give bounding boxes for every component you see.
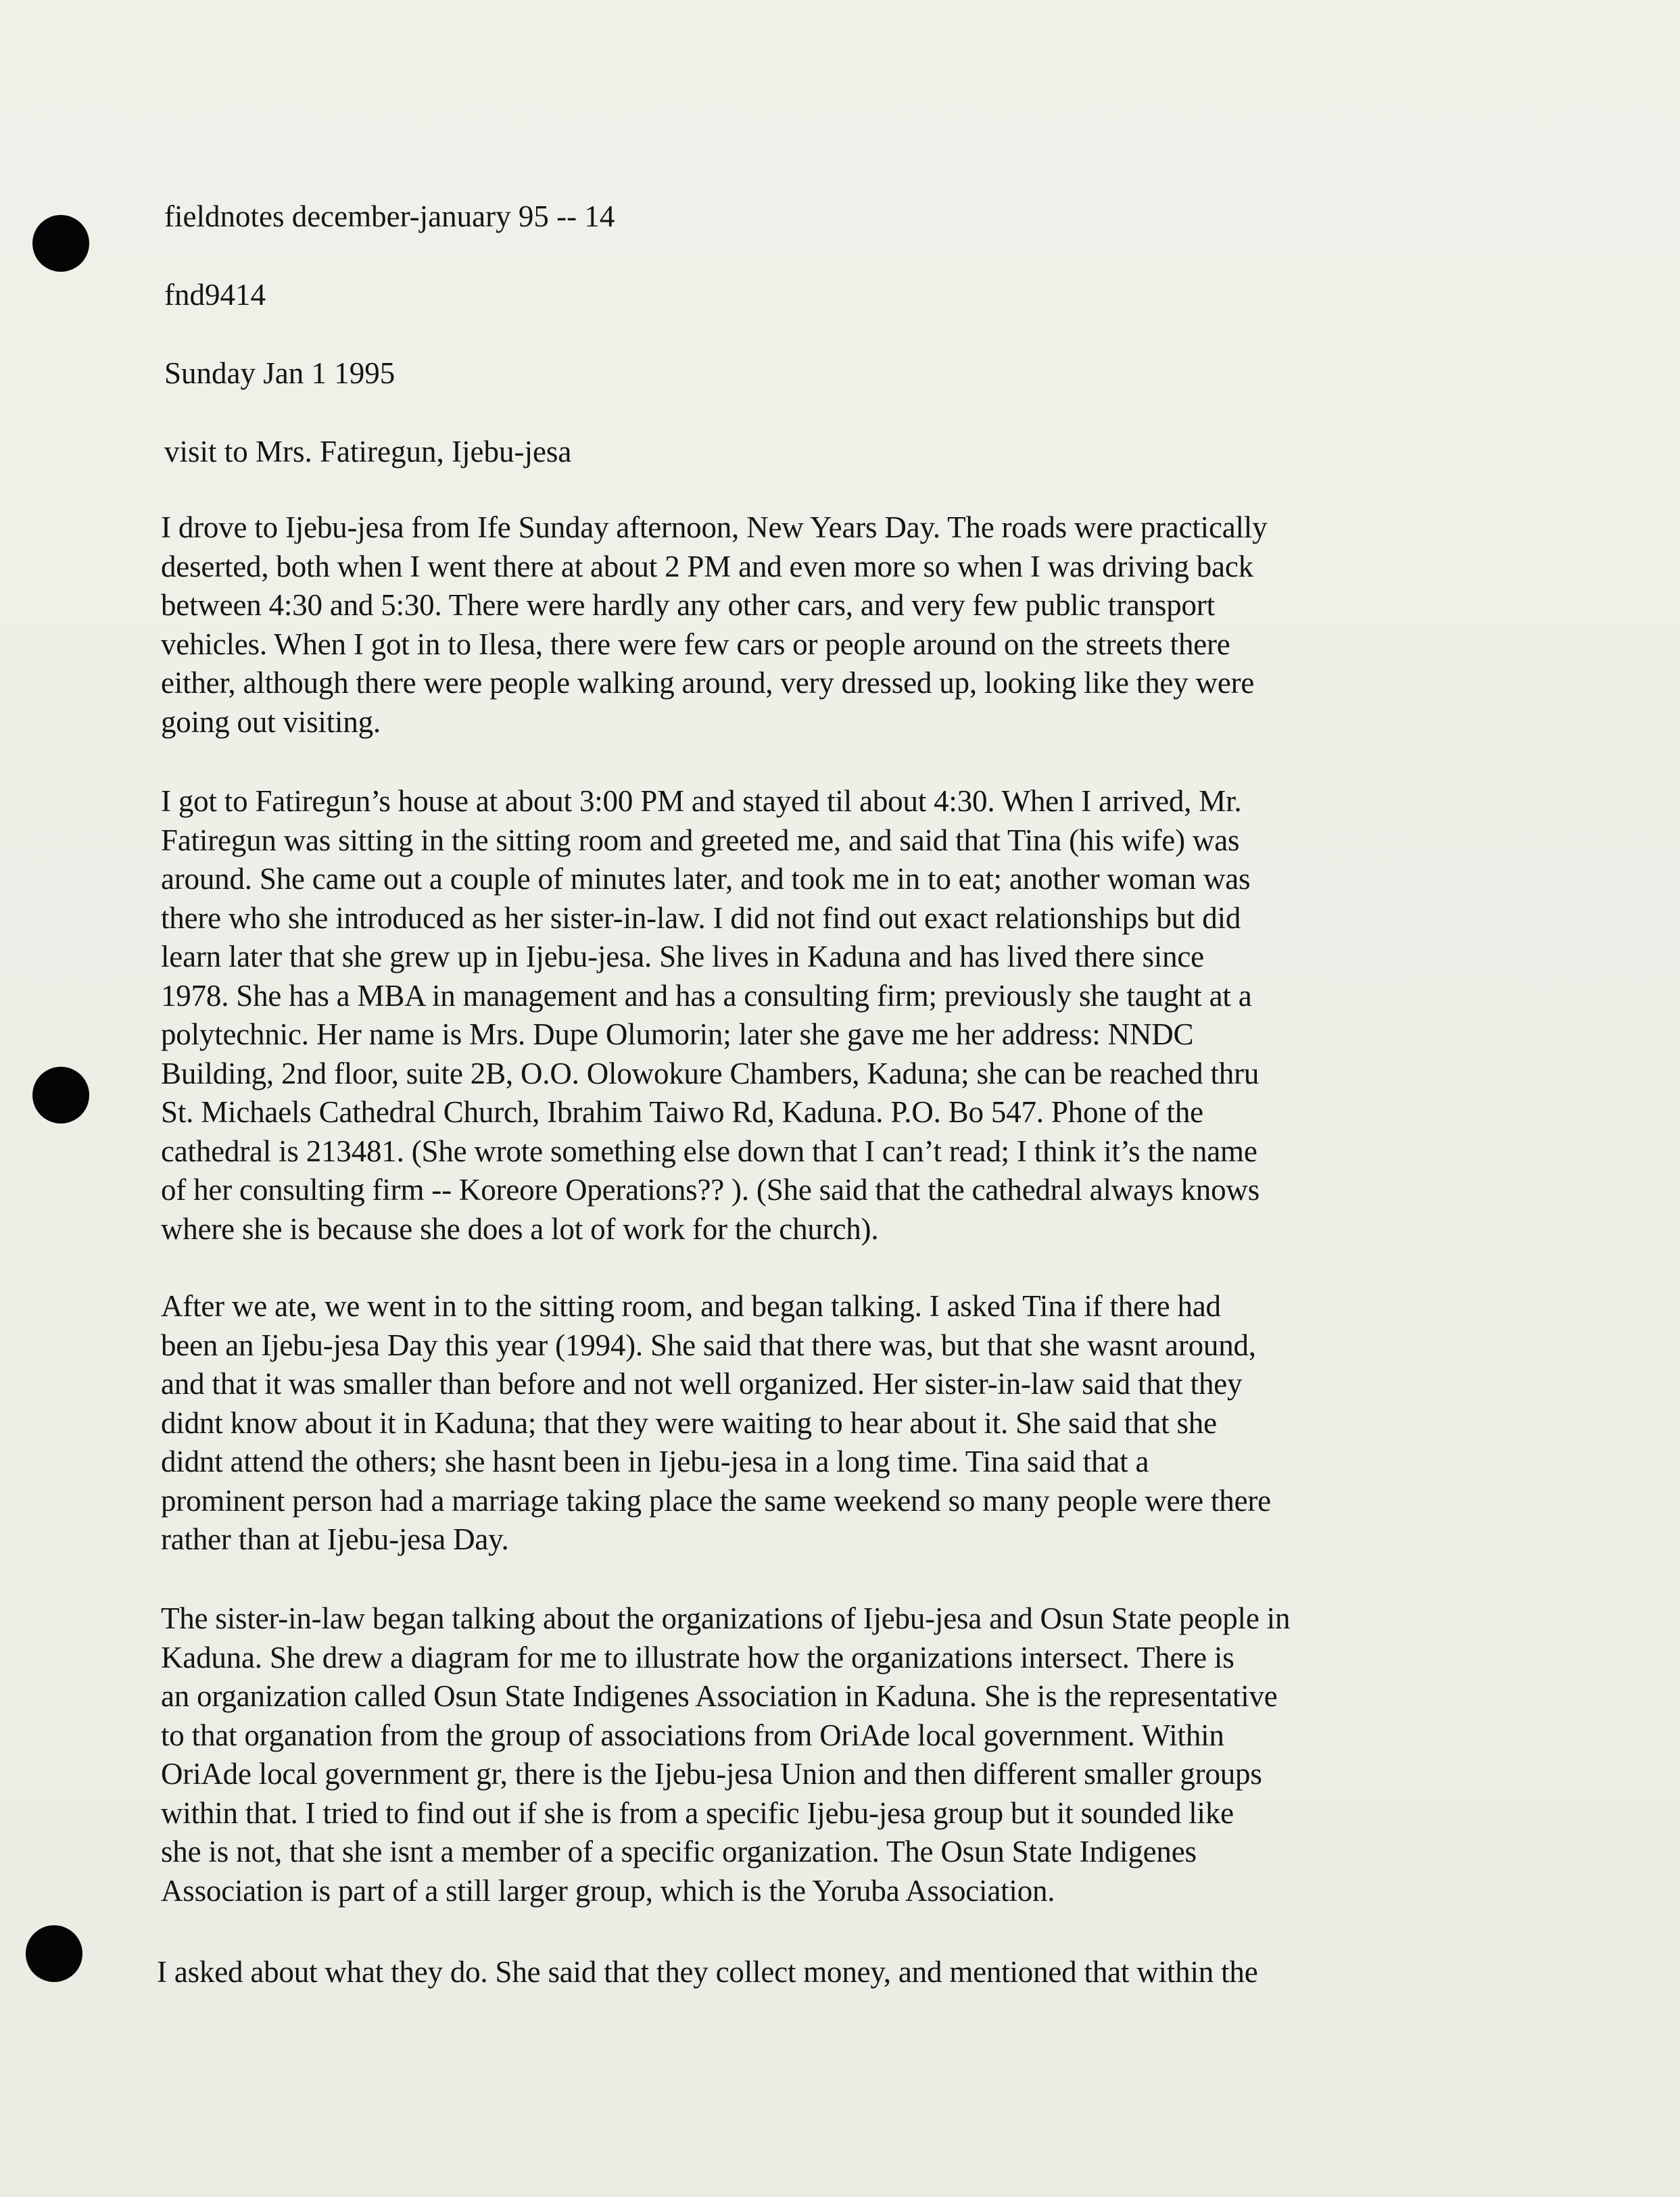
visit-heading: visit to Mrs. Fatiregun, Ijebu-jesa	[164, 435, 572, 468]
paragraph	[161, 1287, 1486, 1560]
text-line: polytechnic. Her name is Mrs. Dupe Olumorin; later she gave me her address: NNDC	[161, 1017, 1194, 1051]
text-line: vehicles. When I got in to Ilesa, there were few cars or people around on the streets there	[161, 627, 1230, 661]
entry-date: Sunday Jan 1 1995	[164, 356, 395, 390]
text-line: didnt know about it in Kaduna; that they were waiting to hear about it. She said that she	[161, 1405, 1217, 1440]
text-line: Fatiregun was sitting in the sitting room and greeted me, and said that Tina (his wife) was	[161, 823, 1240, 857]
text-line: Building, 2nd floor, suite 2B, O.O. Olowokure Chambers, Kaduna; she can be reached thru	[161, 1056, 1259, 1090]
punch-hole-middle	[32, 1067, 89, 1124]
text-line: between 4:30 and 5:30. There were hardly any other cars, and very few public transport	[161, 588, 1215, 622]
document-title: fieldnotes december-january 95 -- 14	[164, 199, 615, 233]
text-line: to that organation from the group of associations from OriAde local government. Within	[161, 1718, 1224, 1752]
text-line: deserted, both when I went there at about 2 PM and even more so when I was driving back	[161, 549, 1253, 583]
text-line: there who she introduced as her sister-in-law. I did not find out exact relationships but did	[161, 900, 1241, 935]
text-line: Association is part of a still larger group, which is the Yoruba Association.	[161, 1873, 1055, 1908]
paragraph	[161, 782, 1486, 1249]
text-line: where she is because she does a lot of work for the church).	[161, 1211, 879, 1246]
text-line: going out visiting.	[161, 704, 381, 739]
text-line: and that it was smaller than before and not well organized. Her sister-in-law said that they	[161, 1367, 1243, 1401]
text-line: either, although there were people walking around, very dressed up, looking like they were	[161, 666, 1255, 700]
text-line: didnt attend the others; she hasnt been in Ijebu-jesa in a long time. Tina said that a	[161, 1445, 1149, 1478]
text-line: prominent person had a marriage taking place the same weekend so many people were there	[161, 1483, 1271, 1518]
text-line: cathedral is 213481. (She wrote something else down that I can’t read; I think it’s the name	[161, 1134, 1257, 1168]
text-line: 1978. She has a MBA in management and has a consulting firm; previously she taught at a	[161, 978, 1252, 1013]
text-line: After we ate, we went in to the sitting room, and began talking. I asked Tina if there had	[161, 1289, 1221, 1323]
text-line: I drove to Ijebu-jesa from Ife Sunday afternoon, New Years Day. The roads were practically	[161, 510, 1268, 544]
paragraph	[161, 508, 1486, 742]
text-line: been an Ijebu-jesa Day this year (1994). She said that there was, but that she wasnt around,	[161, 1328, 1256, 1362]
text-line: I got to Fatiregun’s house at about 3:00 PM and stayed til about 4:30. When I arrived, Mr.	[161, 784, 1242, 818]
punch-hole-bottom	[26, 1925, 82, 1982]
paragraph	[161, 1599, 1486, 1910]
text-line: I asked about what they do. She said that they collect money, and mentioned that within the	[157, 1955, 1258, 1989]
text-line: around. She came out a couple of minutes later, and took me in to eat; another woman was	[161, 862, 1251, 896]
text-line: The sister-in-law began talking about the organizations of Ijebu-jesa and Osun State people in	[161, 1601, 1291, 1635]
paragraph	[157, 1953, 1482, 1992]
text-line: of her consulting firm -- Koreore Operations?? ). (She said that the cathedral always knows	[161, 1173, 1260, 1207]
punch-hole-top	[32, 215, 89, 272]
text-line: St. Michaels Cathedral Church, Ibrahim Taiwo Rd, Kaduna. P.O. Bo 547. Phone of the	[161, 1095, 1203, 1129]
text-line: rather than at Ijebu-jesa Day.	[161, 1522, 509, 1556]
file-id: fnd9414	[164, 278, 266, 312]
text-line: an organization called Osun State Indigenes Association in Kaduna. She is the representative	[161, 1679, 1278, 1713]
text-line: she is not, that she isnt a member of a specific organization. The Osun State Indigenes	[161, 1835, 1197, 1868]
text-line: OriAde local government gr, there is the Ijebu-jesa Union and then different smaller groups	[161, 1757, 1262, 1791]
text-line: within that. I tried to find out if she is from a specific Ijebu-jesa group but it sounded like	[161, 1795, 1234, 1830]
text-line: learn later that she grew up in Ijebu-jesa. She lives in Kaduna and has lived there since	[161, 940, 1204, 973]
text-line: Kaduna. She drew a diagram for me to illustrate how the organizations intersect. There is	[161, 1640, 1234, 1674]
